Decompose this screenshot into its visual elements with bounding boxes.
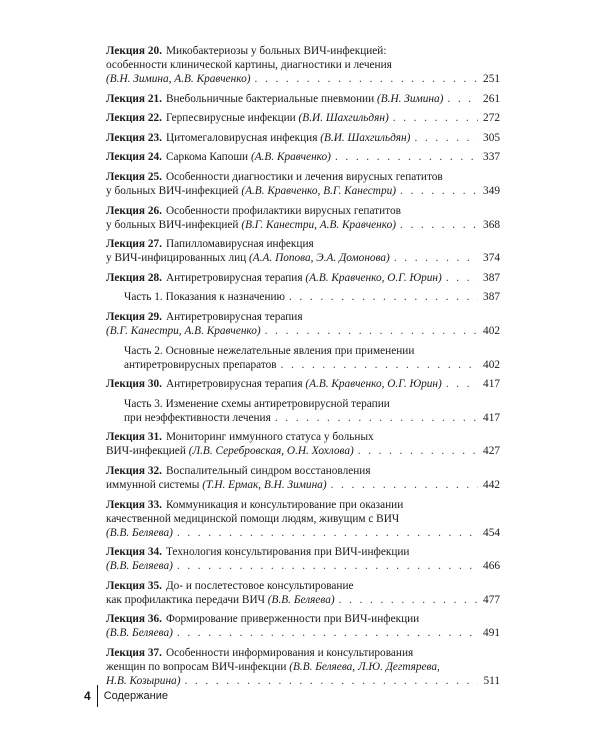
toc-entry <box>106 545 500 573</box>
entry-authors: (В.В. Беляева) <box>267 593 335 606</box>
entry-title: Воспалительный синдром восстановления <box>165 464 371 477</box>
lecture-number: Лекция 31. <box>106 431 162 444</box>
entry-authors: Н.В. Козырина) <box>106 674 181 687</box>
lecture-number: Лекция 33. <box>106 498 162 511</box>
entry-title: качественной медицинской помощи людям, живущим с ВИЧ <box>106 512 400 525</box>
toc-line <box>106 593 500 607</box>
entry-authors: (В.Н. Зимина, А.В. Кравченко) <box>106 73 251 85</box>
dot-leader <box>265 324 478 338</box>
table-of-contents <box>106 44 500 693</box>
page-ref: 466 <box>483 560 500 573</box>
toc-line <box>106 170 500 184</box>
entry-title: Формирование приверженности при ВИЧ-инфекции <box>165 613 420 626</box>
page-ref: 491 <box>483 627 500 640</box>
lecture-number: Лекция 20. <box>106 45 162 57</box>
page-ref: 261 <box>483 92 500 105</box>
entry-title: Часть 3. Изменение схемы антиретровирусной терапии <box>124 397 390 410</box>
page-ref: 387 <box>483 291 500 304</box>
toc-line <box>106 111 500 125</box>
page-ref: 402 <box>483 358 500 371</box>
dot-leader <box>414 131 478 145</box>
entry-authors: (В.И. Шахгильдян) <box>320 131 411 144</box>
section-title: Содержание <box>103 690 168 702</box>
toc-entry <box>106 498 500 540</box>
page-ref: 417 <box>483 411 500 424</box>
dot-leader <box>177 626 478 640</box>
entry-title: у больных ВИЧ-инфекцией <box>106 218 242 231</box>
dot-leader <box>400 184 478 198</box>
toc-entry <box>106 131 500 145</box>
toc-subentry <box>106 290 500 304</box>
toc-line <box>106 72 500 86</box>
toc-line <box>106 271 500 285</box>
entry-authors: (В.Н. Зимина) <box>376 92 444 105</box>
toc-entry <box>106 92 500 106</box>
toc-line <box>106 218 500 232</box>
dot-leader <box>275 411 478 425</box>
toc-line <box>106 646 500 660</box>
toc-line <box>124 290 500 304</box>
dot-leader <box>339 593 478 607</box>
entry-title: Особенности диагностики и лечения вирусных гепатитов <box>165 170 443 183</box>
toc-line <box>106 377 500 391</box>
toc-entry <box>106 204 500 232</box>
toc-entry <box>106 170 500 198</box>
toc-line <box>106 150 500 164</box>
lecture-number: Лекция 23. <box>106 131 162 144</box>
dot-leader <box>177 559 478 573</box>
entry-title: Особенности профилактики вирусных гепатитов <box>165 204 401 217</box>
dot-leader <box>335 150 478 164</box>
dot-leader <box>358 444 478 458</box>
lecture-number: Лекция 27. <box>106 238 162 251</box>
toc-line <box>106 626 500 640</box>
dot-leader <box>447 92 478 106</box>
toc-line <box>106 237 500 251</box>
page-ref: 511 <box>483 674 500 687</box>
entry-title: антиретровирусных препаратов <box>124 358 277 371</box>
dot-leader <box>400 218 478 232</box>
entry-title: Антиретровирусная терапия <box>165 378 306 391</box>
entry-title: Внебольничные бактериальные пневмонии <box>165 92 377 105</box>
dot-leader <box>446 377 478 391</box>
entry-title: Саркома Капоши <box>165 151 251 164</box>
entry-title: Антиретровирусная терапия <box>165 310 303 323</box>
dot-leader <box>446 271 478 285</box>
page-ref: 454 <box>483 526 500 539</box>
entry-title: Антиретровирусная терапия <box>165 271 306 284</box>
lecture-number: Лекция 21. <box>106 92 162 105</box>
toc-line <box>106 444 500 458</box>
toc-line <box>106 251 500 265</box>
entry-title: Цитомегаловирусная инфекция <box>165 131 321 144</box>
page-ref: 477 <box>483 593 500 606</box>
dot-leader <box>255 72 478 86</box>
entry-title: Папилломавирусная инфекция <box>165 238 314 251</box>
entry-title: Особенности информирования и консультирования <box>165 646 414 659</box>
toc-line <box>106 612 500 626</box>
toc-subentry <box>106 397 500 425</box>
entry-title: при неэффективности лечения <box>124 411 271 424</box>
toc-line <box>106 58 500 72</box>
lecture-number: Лекция 22. <box>106 112 162 125</box>
toc-entry <box>106 646 500 688</box>
entry-title: особенности клинической картины, диагностики и лечения <box>106 59 392 71</box>
lecture-number: Лекция 36. <box>106 613 162 626</box>
entry-title: Герпесвирусные инфекции <box>165 112 299 125</box>
dot-leader <box>331 478 478 492</box>
lecture-number: Лекция 26. <box>106 204 162 217</box>
toc-entry <box>106 612 500 640</box>
toc-entry <box>106 44 500 86</box>
lecture-number: Лекция 34. <box>106 546 162 559</box>
entry-authors: (В.В. Беляева, Л.Ю. Дегтярева, <box>289 660 440 673</box>
toc-entry <box>106 237 500 265</box>
toc-line <box>124 397 500 411</box>
entry-authors: (В.В. Беляева) <box>106 526 173 539</box>
dot-leader <box>184 674 478 688</box>
page-ref: 442 <box>483 478 500 491</box>
page-ref: 349 <box>483 184 500 197</box>
page-footer <box>84 685 168 707</box>
footer-divider <box>97 685 98 707</box>
entry-title: женщин по вопросам ВИЧ-инфекции <box>106 660 290 673</box>
entry-authors: (В.И. Шахгильдян) <box>298 112 389 125</box>
toc-entry <box>106 430 500 458</box>
entry-authors: (В.В. Беляева) <box>106 627 173 640</box>
toc-line <box>106 512 500 526</box>
entry-authors: (В.Г. Канестри, А.В. Кравченко) <box>241 218 397 231</box>
toc-entry <box>106 377 500 391</box>
toc-entry <box>106 271 500 285</box>
page-number: 4 <box>84 689 91 703</box>
entry-authors: (А.В. Кравченко, В.Г. Канестри) <box>241 184 397 197</box>
toc-line <box>124 344 500 358</box>
entry-authors: (А.А. Попова, Э.А. Домонова) <box>249 252 390 265</box>
page-ref: 374 <box>483 252 500 265</box>
toc-line <box>106 545 500 559</box>
toc-line <box>106 579 500 593</box>
toc-line <box>106 204 500 218</box>
toc-line <box>106 478 500 492</box>
toc-line <box>106 131 500 145</box>
page-ref: 251 <box>483 73 500 85</box>
page-ref: 305 <box>483 131 500 144</box>
entry-authors: (В.Г. Канестри, А.В. Кравченко) <box>106 324 261 337</box>
dot-leader <box>289 290 478 304</box>
lecture-number: Лекция 32. <box>106 464 162 477</box>
entry-authors: (А.В. Кравченко) <box>250 151 331 164</box>
entry-title: Технология консультирования при ВИЧ-инфекции <box>165 546 410 559</box>
dot-leader <box>393 111 478 125</box>
entry-authors: (А.В. Кравченко, О.Г. Юрин) <box>305 271 442 284</box>
lecture-number: Лекция 24. <box>106 151 162 164</box>
entry-title: иммунной системы <box>106 478 203 491</box>
toc-entry <box>106 464 500 492</box>
page-ref: 337 <box>483 151 500 164</box>
entry-title: Коммуникация и консультирование при оказании <box>165 498 404 511</box>
lecture-number: Лекция 37. <box>106 646 162 659</box>
toc-line <box>106 310 500 324</box>
page-ref: 417 <box>483 378 500 391</box>
entry-title: Мониторинг иммунного статуса у больных <box>165 431 374 444</box>
toc-line <box>106 184 500 198</box>
page-ref: 272 <box>483 112 500 125</box>
entry-title: как профилактика передачи ВИЧ <box>106 593 268 606</box>
toc-line <box>106 660 500 674</box>
entry-title: Микобактериозы у больных ВИЧ-инфекцией: <box>165 45 387 57</box>
entry-title: Часть 1. Показания к назначению <box>124 291 285 304</box>
entry-authors: (Л.В. Серебровская, О.Н. Хохлова) <box>188 445 354 458</box>
lecture-number: Лекция 28. <box>106 271 162 284</box>
entry-authors: (В.В. Беляева) <box>106 560 173 573</box>
toc-line <box>124 358 500 372</box>
toc-entry <box>106 579 500 607</box>
toc-line <box>106 324 500 338</box>
toc-subentry <box>106 344 500 372</box>
toc-entry <box>106 310 500 338</box>
page-ref: 368 <box>483 218 500 231</box>
toc-line <box>106 464 500 478</box>
toc-line <box>106 44 500 58</box>
entry-title: До- и послетестовое консультирование <box>165 579 354 592</box>
page-ref: 387 <box>483 271 500 284</box>
dot-leader <box>394 251 478 265</box>
toc-entry <box>106 111 500 125</box>
lecture-number: Лекция 25. <box>106 170 162 183</box>
page-ref: 402 <box>483 324 500 337</box>
toc-line <box>106 92 500 106</box>
entry-title: у больных ВИЧ-инфекцией <box>106 184 242 197</box>
lecture-number: Лекция 30. <box>106 378 162 391</box>
toc-entry <box>106 150 500 164</box>
dot-leader <box>281 358 478 372</box>
entry-authors: (А.В. Кравченко, О.Г. Юрин) <box>305 378 442 391</box>
toc-line <box>106 430 500 444</box>
toc-line <box>106 559 500 573</box>
toc-line <box>124 411 500 425</box>
entry-title: ВИЧ-инфекцией <box>106 445 189 458</box>
entry-title: у ВИЧ-инфицированных лиц <box>106 252 250 265</box>
lecture-number: Лекция 29. <box>106 310 162 323</box>
entry-title: Часть 2. Основные нежелательные явления при применении <box>124 344 415 357</box>
entry-authors: (Т.Н. Ермак, В.Н. Зимина) <box>202 478 327 491</box>
lecture-number: Лекция 35. <box>106 579 162 592</box>
page-ref: 427 <box>483 445 500 458</box>
toc-line <box>106 498 500 512</box>
dot-leader <box>177 526 478 540</box>
toc-line <box>106 526 500 540</box>
